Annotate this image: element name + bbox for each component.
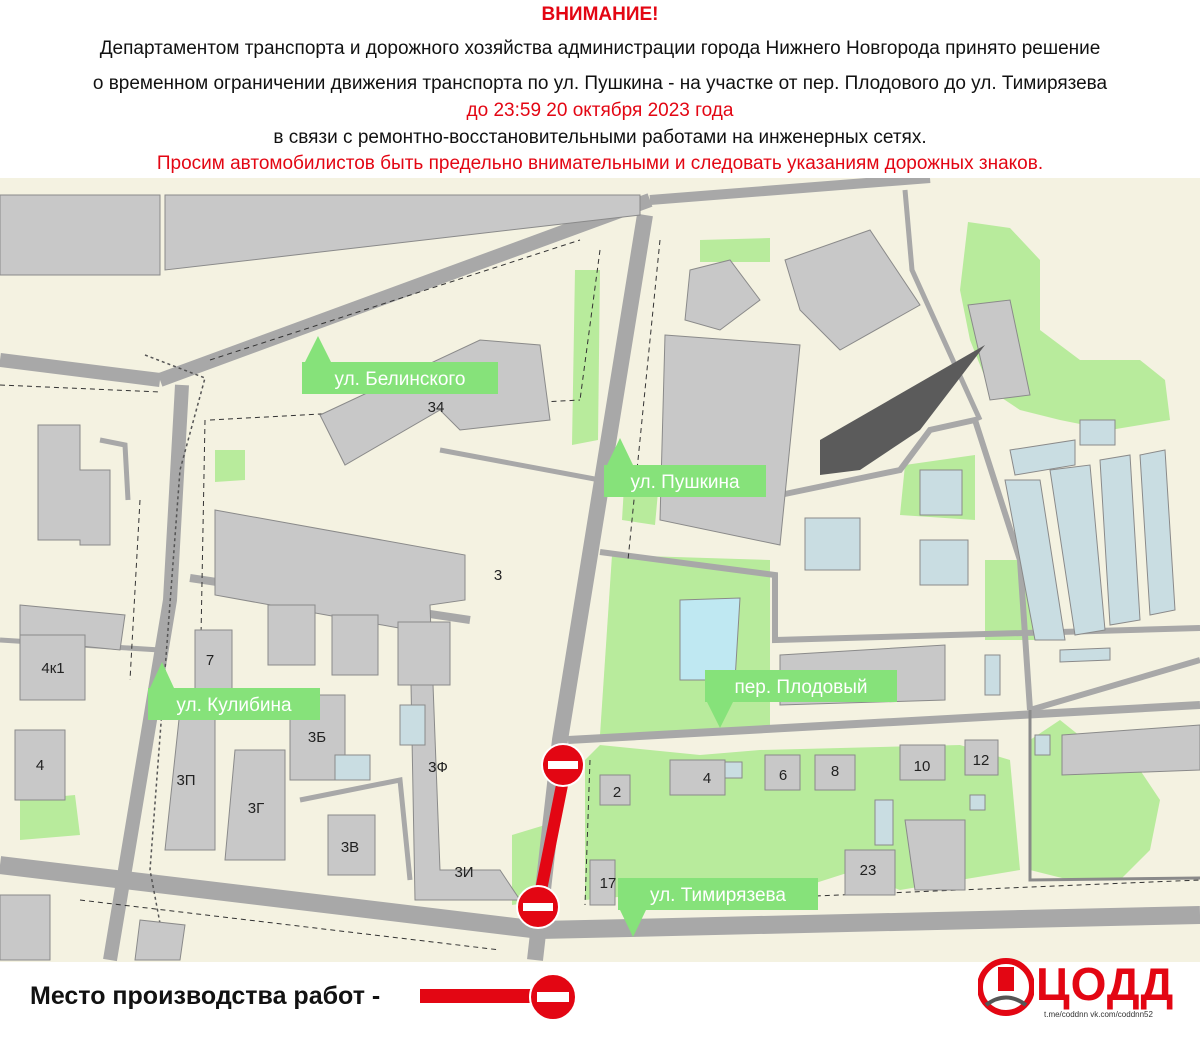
blue-b-13 bbox=[985, 655, 1000, 695]
label-8: 8 bbox=[830, 763, 840, 780]
building-row-2 bbox=[268, 605, 315, 665]
street-name-timiryazeva: ул. Тимирязева bbox=[650, 885, 786, 906]
blue-b-1 bbox=[920, 470, 962, 515]
building-4-right bbox=[670, 760, 725, 795]
label-17: 17 bbox=[599, 875, 617, 892]
label-34: 34 bbox=[427, 399, 445, 416]
notice-reason: в связи с ремонтно-восстановительными работами на инженерных сетях. bbox=[273, 127, 927, 148]
label-3f: 3Ф bbox=[428, 759, 448, 776]
building-row-4 bbox=[398, 622, 450, 685]
green-patch-5 bbox=[700, 238, 770, 262]
codd-logo bbox=[978, 955, 1188, 1035]
label-10: 10 bbox=[913, 758, 931, 775]
notice-line-1: Департаментом транспорта и дорожного хозяйства администрации города Нижнего Новгорода принято решение bbox=[99, 38, 1101, 59]
building-nw bbox=[0, 195, 160, 275]
legend-label: Место производства работ - bbox=[30, 982, 381, 1010]
label-7: 7 bbox=[205, 652, 215, 669]
label-3g: 3Г bbox=[247, 800, 265, 817]
label-6: 6 bbox=[778, 767, 788, 784]
notice-title: ВНИМАНИЕ! bbox=[541, 4, 659, 25]
building-sw-1 bbox=[0, 895, 50, 960]
notice-header bbox=[0, 0, 1200, 180]
blue-b-15 bbox=[875, 800, 893, 845]
building-pushkina bbox=[660, 335, 800, 545]
label-2: 2 bbox=[612, 784, 622, 801]
blue-b-2 bbox=[920, 540, 968, 585]
no-entry-sign-icon bbox=[517, 886, 559, 928]
logo-caption: t.me/coddnn vk.com/coddnn52 bbox=[1044, 1010, 1153, 1019]
label-3b: 3Б bbox=[307, 729, 327, 746]
street-name-belinskogo: ул. Белинского bbox=[334, 369, 466, 390]
notice-line-2: о временном ограничении движения транспорта по ул. Пушкина - на участке от пер. Плодового до ул. Тимирязева bbox=[92, 73, 1108, 94]
codd-emblem-icon bbox=[978, 955, 1034, 1025]
label-4-left: 4 bbox=[35, 757, 45, 774]
label-4-right: 4 bbox=[702, 770, 712, 787]
blue-b-11 bbox=[400, 705, 425, 745]
blue-b-17 bbox=[725, 762, 742, 778]
building-row-3 bbox=[332, 615, 378, 675]
street-name-plodovy: пер. Плодовый bbox=[734, 677, 868, 698]
street-map bbox=[0, 178, 1200, 962]
blue-b-12 bbox=[335, 755, 370, 780]
building-east-2 bbox=[905, 820, 965, 890]
notice-appeal: Просим автомобилистов быть предельно внимательными и следовать указаниям дорожных знаков. bbox=[156, 153, 1044, 174]
label-12: 12 bbox=[972, 752, 990, 769]
label-3p: 3П bbox=[176, 772, 196, 789]
label-3i: 3И bbox=[454, 864, 474, 881]
label-23: 23 bbox=[859, 862, 877, 879]
blue-b-16 bbox=[970, 795, 985, 810]
notice-deadline: до 23:59 20 октября 2023 года bbox=[466, 100, 734, 121]
pond bbox=[680, 598, 740, 680]
blue-b-3 bbox=[805, 518, 860, 570]
blue-b-10 bbox=[1060, 648, 1110, 662]
street-name-kulibina: ул. Кулибина bbox=[176, 695, 292, 716]
street-name-pushkina: ул. Пушкина bbox=[630, 472, 740, 493]
building-sw-2 bbox=[135, 920, 185, 960]
label-3: 3 bbox=[493, 567, 503, 584]
blue-b-5 bbox=[1080, 420, 1115, 445]
logo-name: ЦОДД bbox=[1036, 958, 1175, 1010]
blue-b-14 bbox=[1035, 735, 1050, 755]
no-entry-sign-icon bbox=[542, 744, 584, 786]
legend-work-zone-swatch bbox=[420, 989, 545, 1003]
no-entry-sign-icon bbox=[528, 972, 578, 1022]
label-4k1: 4к1 bbox=[41, 660, 65, 677]
green-patch-3 bbox=[20, 795, 80, 840]
green-patch-1 bbox=[215, 450, 245, 482]
label-3v: 3В bbox=[340, 839, 360, 856]
legend bbox=[30, 968, 590, 1028]
